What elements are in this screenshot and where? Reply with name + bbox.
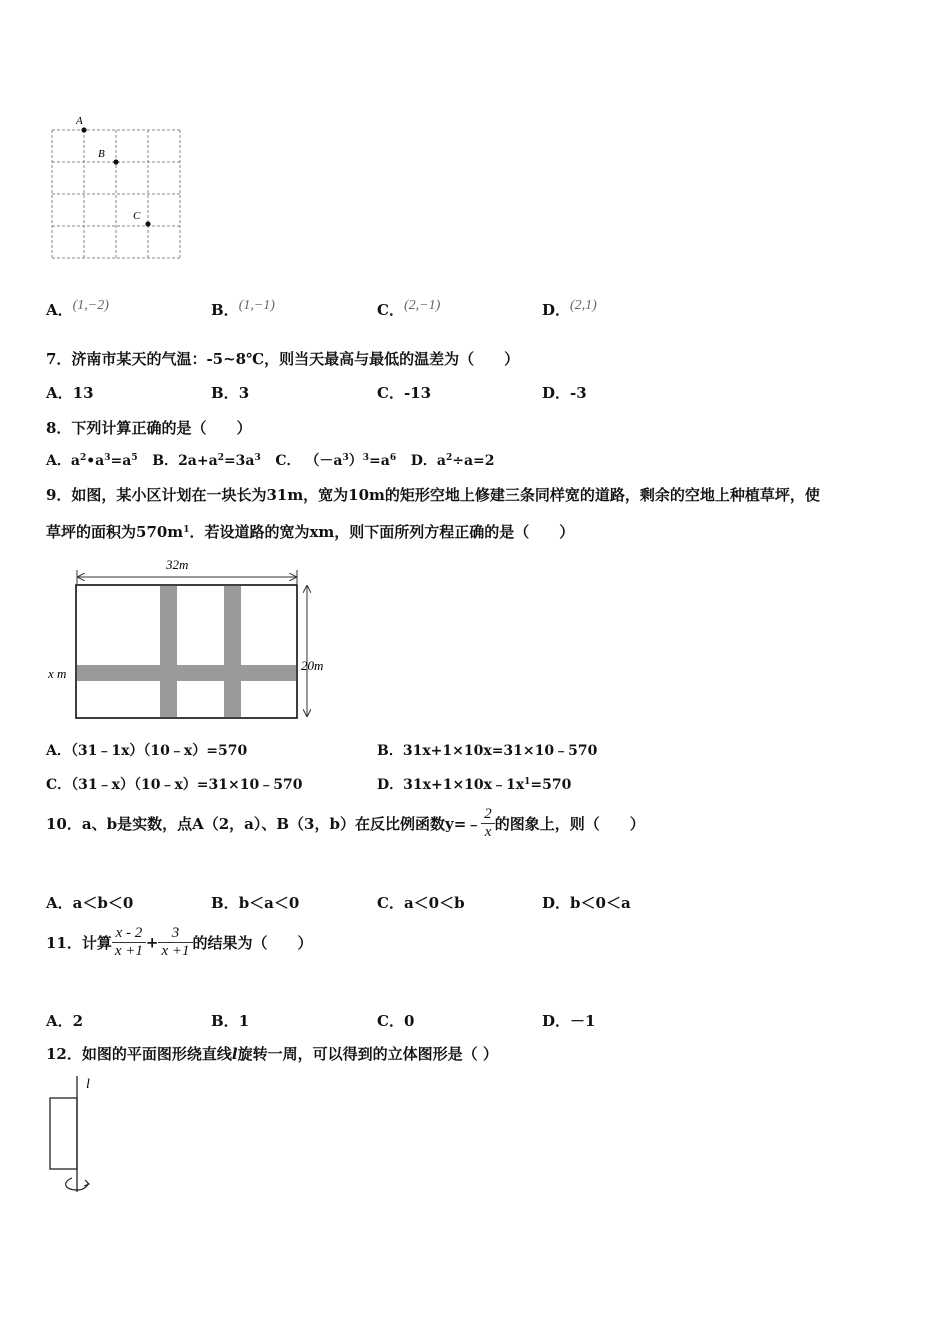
q12-figure — [44, 1074, 104, 1198]
q7-option-a: A．13 — [46, 384, 94, 402]
q10-option-a: A．a＜b＜0 — [46, 894, 134, 912]
q9-road-vertical-2 — [224, 585, 241, 718]
q9-right-label: 20m — [301, 658, 324, 673]
point-b — [113, 159, 118, 164]
q11-fraction-2: $\frac{3}{x +1}$ — [158, 925, 192, 960]
q8-option-b: B．$2a+a^2=3a^3$ — [152, 453, 261, 469]
q9-option-c: C．（31﹣x）（10﹣x）=31×10﹣570 — [46, 777, 303, 793]
q7-option-c: C．-13 — [377, 384, 432, 402]
q9-road-vertical-1 — [160, 585, 177, 718]
q9-top-label: 32m — [166, 557, 189, 572]
q7-stem: 7．济南市某天的气温：-5~8℃，则当天最高与最低的温差为（ ） — [46, 350, 520, 368]
q10-option-c: C．a＜0＜b — [377, 894, 465, 912]
q11-option-b: B．1 — [211, 1012, 250, 1030]
q9-option-d: D．$31x+1\times 10x﹣1x^1=570$ — [377, 777, 572, 793]
q10-option-d: D．b＜0＜a — [542, 894, 631, 912]
label-c: C — [133, 210, 141, 222]
q10-fraction: $\frac{2}{x}$ — [481, 806, 495, 841]
q6-option-c: C．(2,−1) — [377, 298, 441, 319]
label-a: A — [76, 115, 83, 127]
q9-figure — [44, 554, 344, 724]
q7-option-b: B．3 — [211, 384, 250, 402]
q9-stem-line2: 草坪的面积为$570m^1$．若设道路的宽为xm，则下面所列方程正确的是（ ） — [46, 523, 575, 541]
q6-option-d: D．(2,1) — [542, 298, 597, 319]
q12-rectangle — [50, 1098, 77, 1169]
point-a — [81, 127, 86, 132]
q9-road-horizontal — [76, 665, 297, 681]
q11-stem: 11．计算 $\frac{x - 2}{x +1}$ + $\frac{3}{x +1}$ 的结果为（ ） — [46, 925, 313, 959]
q6-grid-figure — [44, 112, 189, 264]
q9-option-b: B．31x+1×10x=31×10﹣570 — [377, 743, 598, 759]
q8-option-d: D．$a^2\div a=2$ — [410, 453, 495, 469]
q11-option-a: A．2 — [46, 1012, 84, 1030]
q11-option-c: C．0 — [377, 1012, 415, 1030]
q8-stem: 8．下列计算正确的是（ ） — [46, 419, 252, 437]
q9-left-label: x m — [48, 666, 67, 681]
q9-option-a: A．（31﹣1x）（10﹣x）=570 — [46, 743, 248, 759]
q11-option-d: D．－1 — [542, 1012, 596, 1030]
q10-stem: 10．a、b是实数，点A（2，a）、B（3，b）在反比例函数y=﹣ $\frac{2}{x}$ 的图象上，则（ ） — [46, 806, 645, 840]
q8-option-a: A．$a^2•a^3=a^5$ — [46, 453, 138, 469]
q12-line-label: l — [86, 1077, 90, 1092]
q12-stem: 12．如图的平面图形绕直线l旋转一周，可以得到的立体图形是（ ） — [46, 1045, 498, 1063]
q6-option-b: B．(1,−1) — [211, 298, 275, 319]
label-b: B — [98, 148, 105, 160]
q9-stem-line1: 9．如图，某小区计划在一块长为31m，宽为10m的矩形空地上修建三条同样宽的道路，剩余的空地上种植草坪，使 — [46, 486, 820, 504]
q10-option-b: B．b＜a＜0 — [211, 894, 300, 912]
q8-options — [46, 450, 495, 470]
q11-fraction-1: $\frac{x - 2}{x +1}$ — [112, 925, 146, 960]
q8-option-c: C． $(-a^3)^3=a^6$ — [275, 453, 397, 469]
q7-option-d: D．-3 — [542, 384, 587, 402]
point-c — [145, 221, 150, 226]
q6-option-a: A．(1,−2) — [46, 298, 109, 319]
